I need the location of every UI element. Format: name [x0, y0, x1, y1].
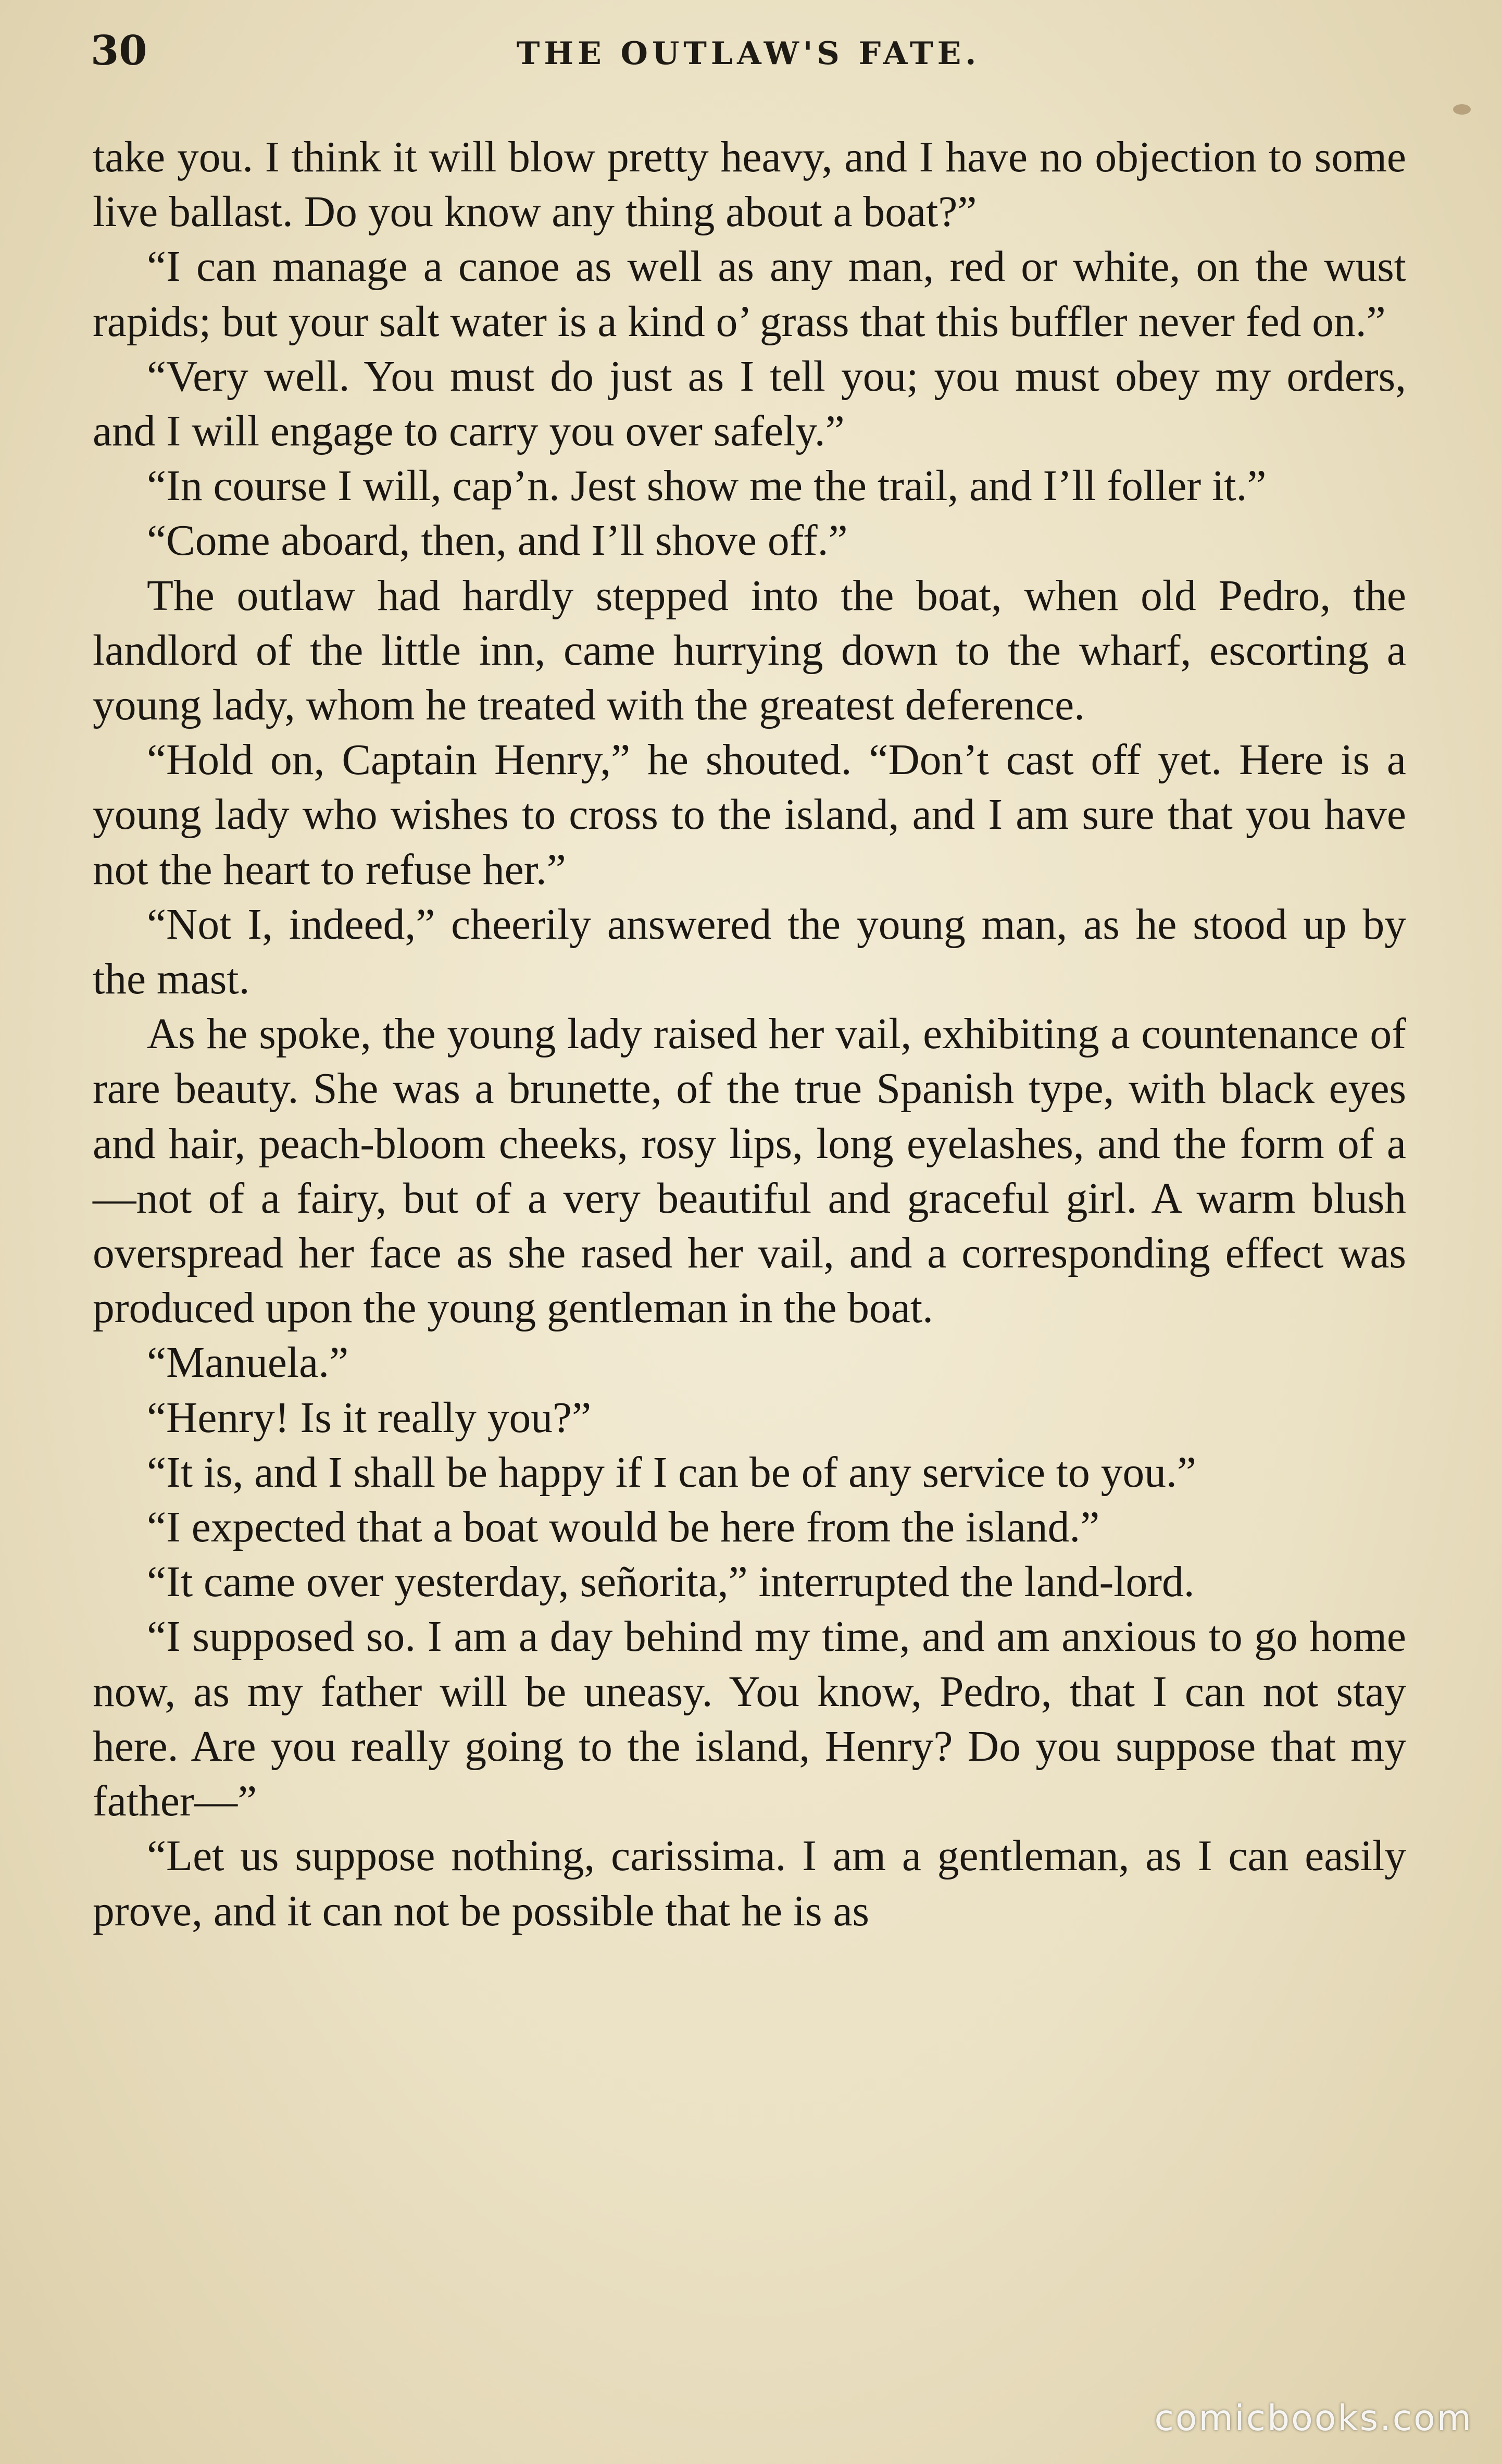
body-text: [93, 130, 1406, 1939]
paragraph: “Hold on, Captain Henry,” he shouted. “Don’t cast off yet. Here is a young lady who wishes to cross to the island, and I am sure that you have not the heart to refuse her.”: [93, 736, 1406, 894]
watermark: comicbooks.com: [1154, 2398, 1473, 2439]
paragraph: “Let us suppose nothing, carissima. I am a gentleman, as I can easily prove, and it can not be possible that he is as: [93, 1832, 1406, 1935]
paragraph: “Manuela.”: [147, 1339, 349, 1387]
page-header: [91, 25, 1406, 98]
paragraph: “Very well. You must do just as I tell you; you must obey my orders, and I will engage to carry you over safely.”: [93, 352, 1406, 456]
paragraph: “Not I, indeed,” cheerily answered the young man, as he stood up by the mast.: [93, 900, 1406, 1004]
paragraph: “It came over yesterday, señorita,” interrupted the land-lord.: [147, 1558, 1195, 1607]
paragraph: take you. I think it will blow pretty heavy, and I have no objection to some live ballast. Do you know any thing about a boat?”: [93, 133, 1406, 237]
paragraph: “I expected that a boat would be here from the island.”: [147, 1503, 1100, 1552]
ink-stain: [1453, 104, 1471, 115]
paragraph: “Henry! Is it really you?”: [147, 1393, 592, 1442]
page-number: 30: [91, 27, 147, 74]
paragraph: “I supposed so. I am a day behind my time, and am anxious to go home now, as my father will be uneasy. You know, Pedro, that I can not stay here. Are you really going to the island, Henry? Do you suppose that my father—”: [93, 1613, 1406, 1826]
paragraph: “It is, and I shall be happy if I can be of any service to you.”: [147, 1448, 1196, 1497]
paragraph: “In course I will, cap’n. Jest show me the trail, and I’ll foller it.”: [147, 462, 1267, 511]
paragraph: The outlaw had hardly stepped into the boat, when old Pedro, the landlord of the little inn, came hurrying down to the wharf, escorting a young lady, whom he treated with the greatest deference.: [93, 571, 1406, 730]
paragraph: As he spoke, the young lady raised her vail, exhibiting a countenance of rare beauty. She was a brunette, of the true Spanish type, with black eyes and hair, peach-bloom cheeks, rosy lips, long eyelashes, and the form of a—not of a fairy, but of a very beautiful and graceful girl. A warm blush overspread her face as she rased her vail, and a corresponding effect was produced upon the young gentleman in the boat.: [93, 1010, 1406, 1333]
running-head: THE OUTLAW'S FATE.: [516, 35, 981, 72]
paragraph: “Come aboard, then, and I’ll shove off.”: [147, 517, 848, 565]
paragraph: “I can manage a canoe as well as any man, red or white, on the wust rapids; but your salt water is a kind o’ grass that this buffler never fed on.”: [93, 243, 1406, 346]
